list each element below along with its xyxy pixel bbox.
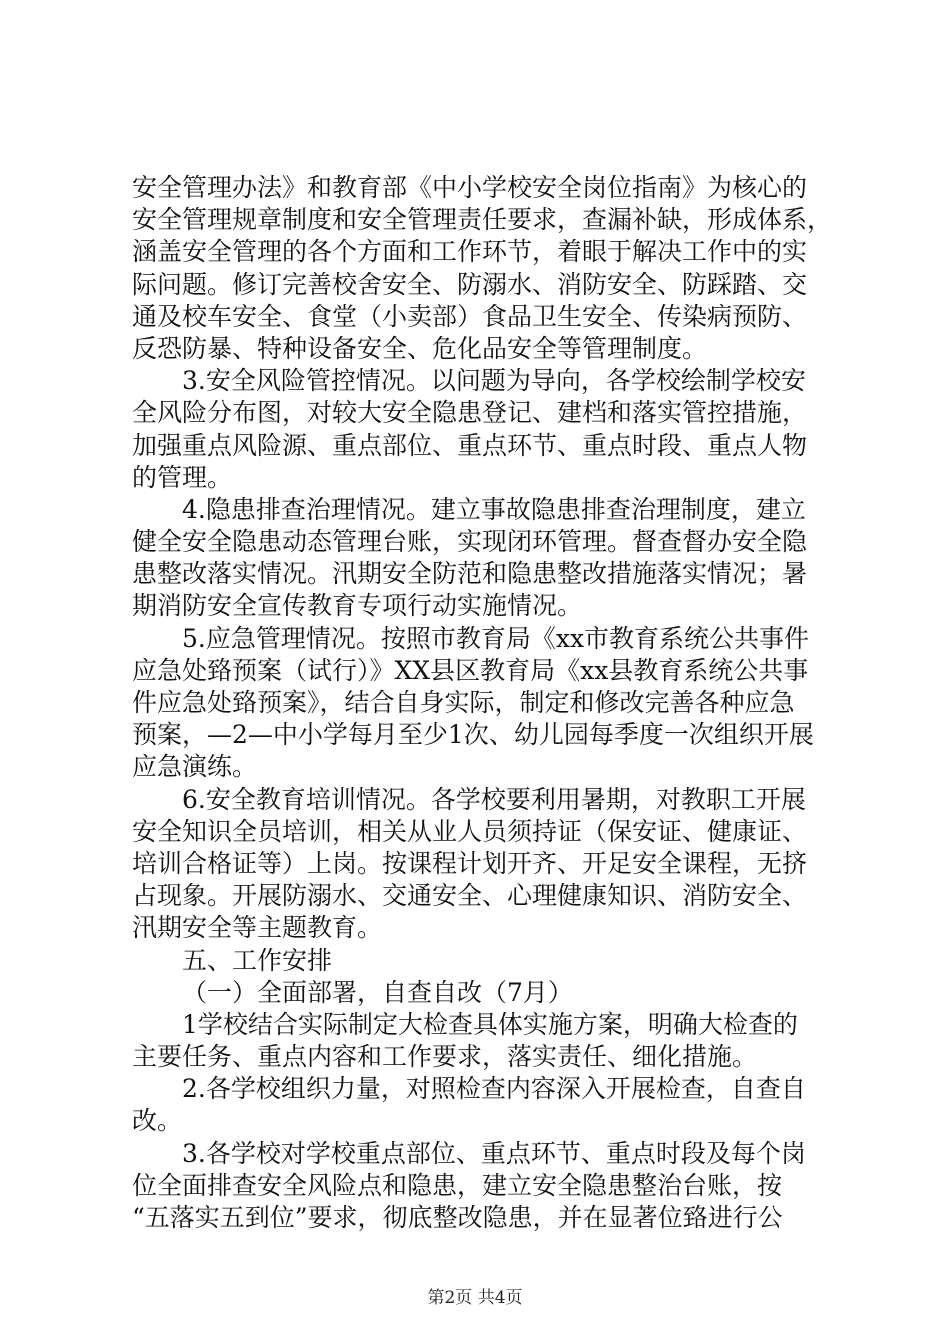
text-line: 期消防安全宣传教育专项行动实施情况。 bbox=[132, 591, 583, 621]
text-line: 健全安全隐患动态管理台账，实现闭环管理。督查督办安全隐 bbox=[132, 527, 808, 557]
text-line: 4.隐患排查治理情况。建立事故隐患排查治理制度，建立 bbox=[182, 494, 806, 524]
text-line: 主要任务、重点内容和工作要求，落实责任、细化措施。 bbox=[132, 1042, 758, 1072]
text-line: （一）全面部署，自查自改（7月） bbox=[182, 977, 573, 1007]
text-line: “五落实五到位”要求，彻底整改隐患，并在显著位臵进行公 bbox=[132, 1203, 783, 1232]
text-line: 3.安全风险管控情况。以问题为导向，各学校绘制学校安 bbox=[182, 366, 806, 396]
text-line: 安全管理办法》和教育部《中小学校安全岗位指南》为核心的 bbox=[132, 173, 808, 202]
text-line: 患整改落实情况。汛期安全防范和隐患整改措施落实情况；暑 bbox=[132, 559, 808, 589]
text-line: 反恐防暴、特种设备安全、危化品安全等管理制度。 bbox=[132, 333, 708, 363]
text-line: 5.应急管理情况。按照市教育局《xx市教育系统公共事件 bbox=[182, 623, 810, 653]
text-line: 3.各学校对学校重点部位、重点环节、重点时段及每个岗 bbox=[182, 1138, 806, 1168]
text-line: 应急演练。 bbox=[132, 752, 258, 782]
document-body bbox=[132, 172, 832, 1234]
text-line: 安全知识全员培训，相关从业人员须持证（保安证、健康证、 bbox=[132, 816, 808, 846]
text-line: 应急处臵预案（试行）》XX县区教育局《xx县教育系统公共事 bbox=[132, 655, 809, 685]
text-line: 2.各学校组织力量，对照检查内容深入开展检查，自查自 bbox=[182, 1074, 806, 1104]
text-line: 1学校结合实际制定大检查具体实施方案，明确大检查的 bbox=[182, 1009, 798, 1039]
text-line: 件应急处臵预案》，结合自身实际，制定和修改完善各种应急 bbox=[132, 688, 795, 717]
text-line: 培训合格证等）上岗。按课程计划开齐、开足安全课程，无挤 bbox=[132, 848, 808, 878]
text-line: 加强重点风险源、重点部位、重点环节、重点时段、重点人物 bbox=[132, 430, 808, 460]
text-line: 全风险分布图，对较大安全隐患登记、建档和落实管控措施， bbox=[132, 398, 808, 428]
text-line: 汛期安全等主题教育。 bbox=[132, 913, 383, 943]
text-line: 的管理。 bbox=[132, 462, 233, 492]
text-line: 6.安全教育培训情况。各学校要利用暑期，对教职工开展 bbox=[182, 784, 806, 814]
text-line: 际问题。修订完善校舍安全、防溺水、消防安全、防踩踏、交 bbox=[132, 269, 808, 299]
text-line: 五、工作安排 bbox=[182, 945, 333, 975]
text-line: 位全面排查安全风险点和隐患，建立安全隐患整治台账，按 bbox=[132, 1170, 783, 1200]
text-line: 涵盖安全管理的各个方面和工作环节，着眼于解决工作中的实 bbox=[132, 237, 808, 267]
page-footer: 第2页 共4页 bbox=[427, 1288, 523, 1308]
text-line: 通及校车安全、食堂（小卖部）食品卫生安全、传染病预防、 bbox=[132, 301, 808, 331]
text-line: 安全管理规章制度和安全管理责任要求，查漏补缺，形成体系， bbox=[132, 205, 832, 235]
text-line: 预案，—2—中小学每月至少1次、幼儿园每季度一次组织开展 bbox=[132, 720, 814, 750]
text-line: 占现象。开展防溺水、交通安全、心理健康知识、消防安全、 bbox=[132, 881, 808, 911]
text-line: 改。 bbox=[132, 1106, 183, 1136]
